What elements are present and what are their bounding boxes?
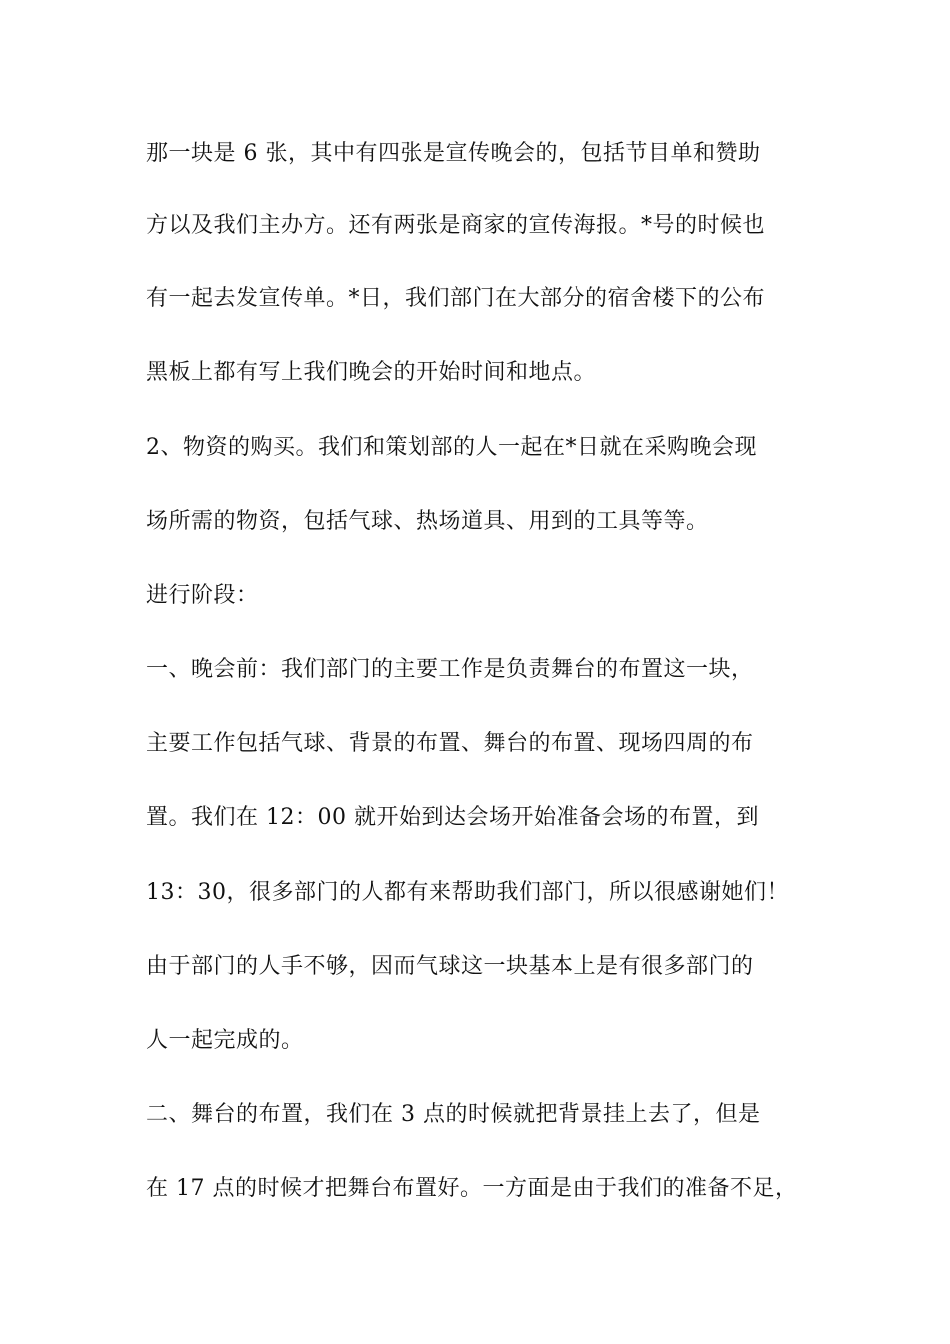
- text-line: 置。我们在 12：00 就开始到达会场开始准备会场的布置，到: [146, 805, 759, 830]
- text-line: 那一块是 6 张，其中有四张是宣传晚会的，包括节目单和赞助: [146, 141, 761, 166]
- text-line: 方以及我们主办方。还有两张是商家的宣传海报。*号的时候也: [146, 213, 766, 238]
- text-line: 2、物资的购买。我们和策划部的人一起在*日就在采购晚会现: [146, 435, 757, 460]
- text-line: 在 17 点的时候才把舞台布置好。一方面是由于我们的准备不足，: [146, 1176, 798, 1201]
- text-line: 场所需的物资，包括气球、热场道具、用到的工具等等。: [146, 509, 709, 534]
- text-line: 人一起完成的。: [146, 1028, 304, 1053]
- text-line: 二、舞台的布置，我们在 3 点的时候就把背景挂上去了，但是: [146, 1102, 761, 1127]
- text-line: 有一起去发宣传单。*日，我们部门在大部分的宿舍楼下的公布: [146, 286, 766, 311]
- text-line: 黑板上都有写上我们晚会的开始时间和地点。: [146, 360, 597, 385]
- text-line: 13：30，很多部门的人都有来帮助我们部门，所以很感谢她们！: [146, 880, 789, 905]
- text-line: 由于部门的人手不够，因而气球这一块基本上是有很多部门的: [146, 954, 754, 979]
- text-line: 主要工作包括气球、背景的布置、舞台的布置、现场四周的布: [146, 731, 754, 756]
- text-line: 一、晚会前：我们部门的主要工作是负责舞台的布置这一块，: [146, 657, 754, 682]
- section-heading: 进行阶段：: [146, 583, 259, 608]
